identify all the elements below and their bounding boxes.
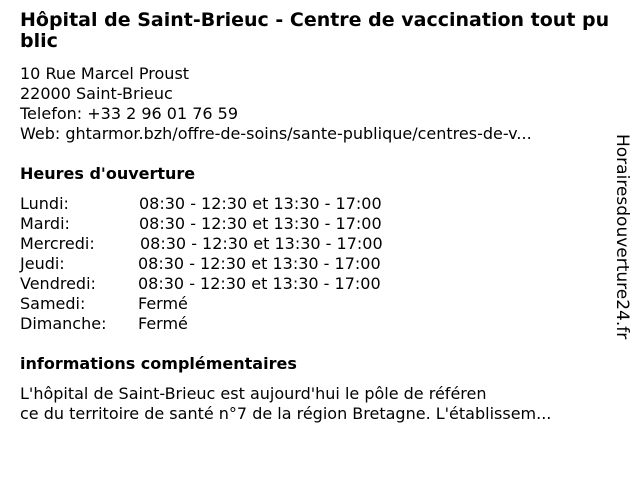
hours-value: Fermé xyxy=(138,314,188,333)
day-label: Mardi: xyxy=(20,214,70,233)
hours-value: 08:30 - 12:30 et 13:30 - 17:00 xyxy=(140,234,383,253)
day-label: Jeudi: xyxy=(20,254,65,273)
day-label: Samedi: xyxy=(20,294,86,313)
site-brand-vertical[interactable]: Horairesdouverture24.fr xyxy=(612,134,632,340)
day-label: Dimanche: xyxy=(20,314,107,333)
hours-value: Fermé xyxy=(138,294,188,313)
opening-hours-heading: Heures d'ouverture xyxy=(20,164,196,183)
phone-number[interactable]: Telefon: +33 2 96 01 76 59 xyxy=(20,104,239,123)
street-address: 10 Rue Marcel Proust xyxy=(20,64,190,83)
city-address: 22000 Saint-Brieuc xyxy=(20,84,173,103)
day-label: Mercredi: xyxy=(20,234,95,253)
address-block xyxy=(20,64,532,144)
hours-value: 08:30 - 12:30 et 13:30 - 17:00 xyxy=(139,214,382,233)
hours-value: 08:30 - 12:30 et 13:30 - 17:00 xyxy=(138,254,381,273)
info-line: L'hôpital de Saint-Brieuc est aujourd'hui le pôle de référen xyxy=(20,384,487,403)
website-link[interactable]: Web: ghtarmor.bzh/offre-de-soins/sante-publique/centres-de-v... xyxy=(20,124,532,143)
additional-info-text xyxy=(20,384,551,424)
hours-value: 08:30 - 12:30 et 13:30 - 17:00 xyxy=(139,194,382,213)
info-line: ce du territoire de santé n°7 de la région Bretagne. L'établissem... xyxy=(20,404,552,423)
additional-info-heading: informations complémentaires xyxy=(20,354,297,373)
day-label: Lundi: xyxy=(20,194,69,213)
day-label: Vendredi: xyxy=(20,274,96,293)
hours-value: 08:30 - 12:30 et 13:30 - 17:00 xyxy=(138,274,381,293)
page-title: Hôpital de Saint-Brieuc - Centre de vaccination tout public xyxy=(20,9,610,52)
